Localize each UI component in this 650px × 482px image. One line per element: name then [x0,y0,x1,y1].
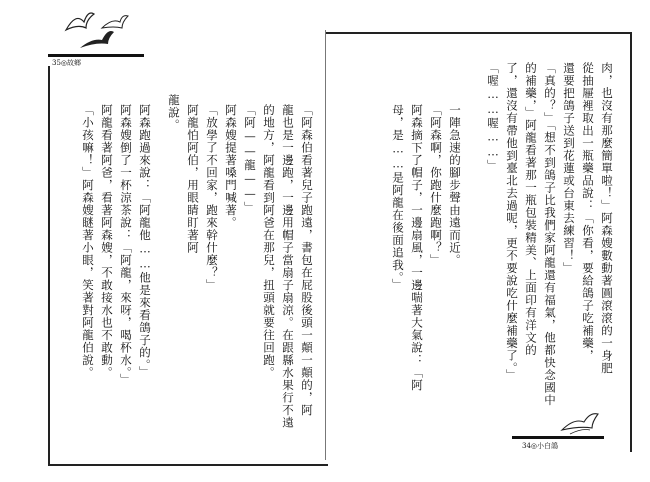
text-column: 肉，也沒有那麼簡單啦！」阿森嫂數動著圓滾滾的一身肥 [600,62,614,375]
text-column: 「阿森啊，你跑什麼跑啊？」 [429,104,443,267]
left-folio-rule [48,54,144,57]
text-column: 龍也是一邊跑，一邊用帽子當扇子扇涼。在跟縣水果行不遠 [281,104,295,429]
right-page-folio: 34◎小白鴿 [522,442,559,450]
text-column: 「阿森伯看著兒子跑遠，書包在屁股後頭一顛一顛的，阿 [300,104,314,417]
left-page-folio: 35◎故鄉 [52,59,82,67]
text-column: 「放學了不回家，跑來幹什麼？」 [205,104,219,292]
text-column: 還要把鴿子送到花蓮或台東去練習！」 [562,62,576,275]
text-column: 一陣急速的腳步聲由遠而近。 [448,104,462,267]
text-column: 阿森嫂提著嗓門喊著。 [224,104,238,229]
text-column: 阿龍怕阿伯，用眼睛盯著阿 [186,104,200,254]
flying-bird-icon [560,410,606,438]
text-column: 「阿——龍——」 [243,104,257,214]
text-column: 了，還沒有帶他到臺北去過呢，更不要說吃什麼補藥了。」 [505,62,519,382]
text-column: 的地方，阿龍看到阿爸在那兒，扭頭就要往回跑。 [262,104,276,379]
text-column: 「真的？」「想不到鴿子比我們家阿龍還有福氣，他都快念國中 [543,62,557,407]
flying-birds-icon [62,8,130,54]
page-gutter [325,30,326,460]
text-column: 從抽屜裡取出一瓶藥品說：「你看，要給鴿子吃補藥， [581,62,595,362]
text-column: 「喔……喔……」 [486,62,500,172]
text-column: 阿森跑過來說：「阿龍他……他是來看鴿子的。」 [138,104,152,379]
text-column: 阿森摘下了帽子，一邊扇風，一邊喘著大氣說：「阿 [410,104,424,392]
text-column: 母，是……是阿龍在後面追我。」 [391,104,405,291]
text-column: 的補藥，」阿龍看著那一瓶包裝精美、上面印有洋文的 [524,62,538,357]
text-column: 龍說。 [167,94,181,132]
text-column: 「小孩嘛！」阿森嫂瞇著小眼，笑著對阿龍伯說。 [81,104,95,379]
text-column: 阿森嫂倒了一杯涼茶說：「阿龍，來呀，喝杯水。」 [119,104,133,386]
text-column: 阿龍看著阿爸，看著阿森嫂，不敢接水也不敢動。 [100,104,114,379]
